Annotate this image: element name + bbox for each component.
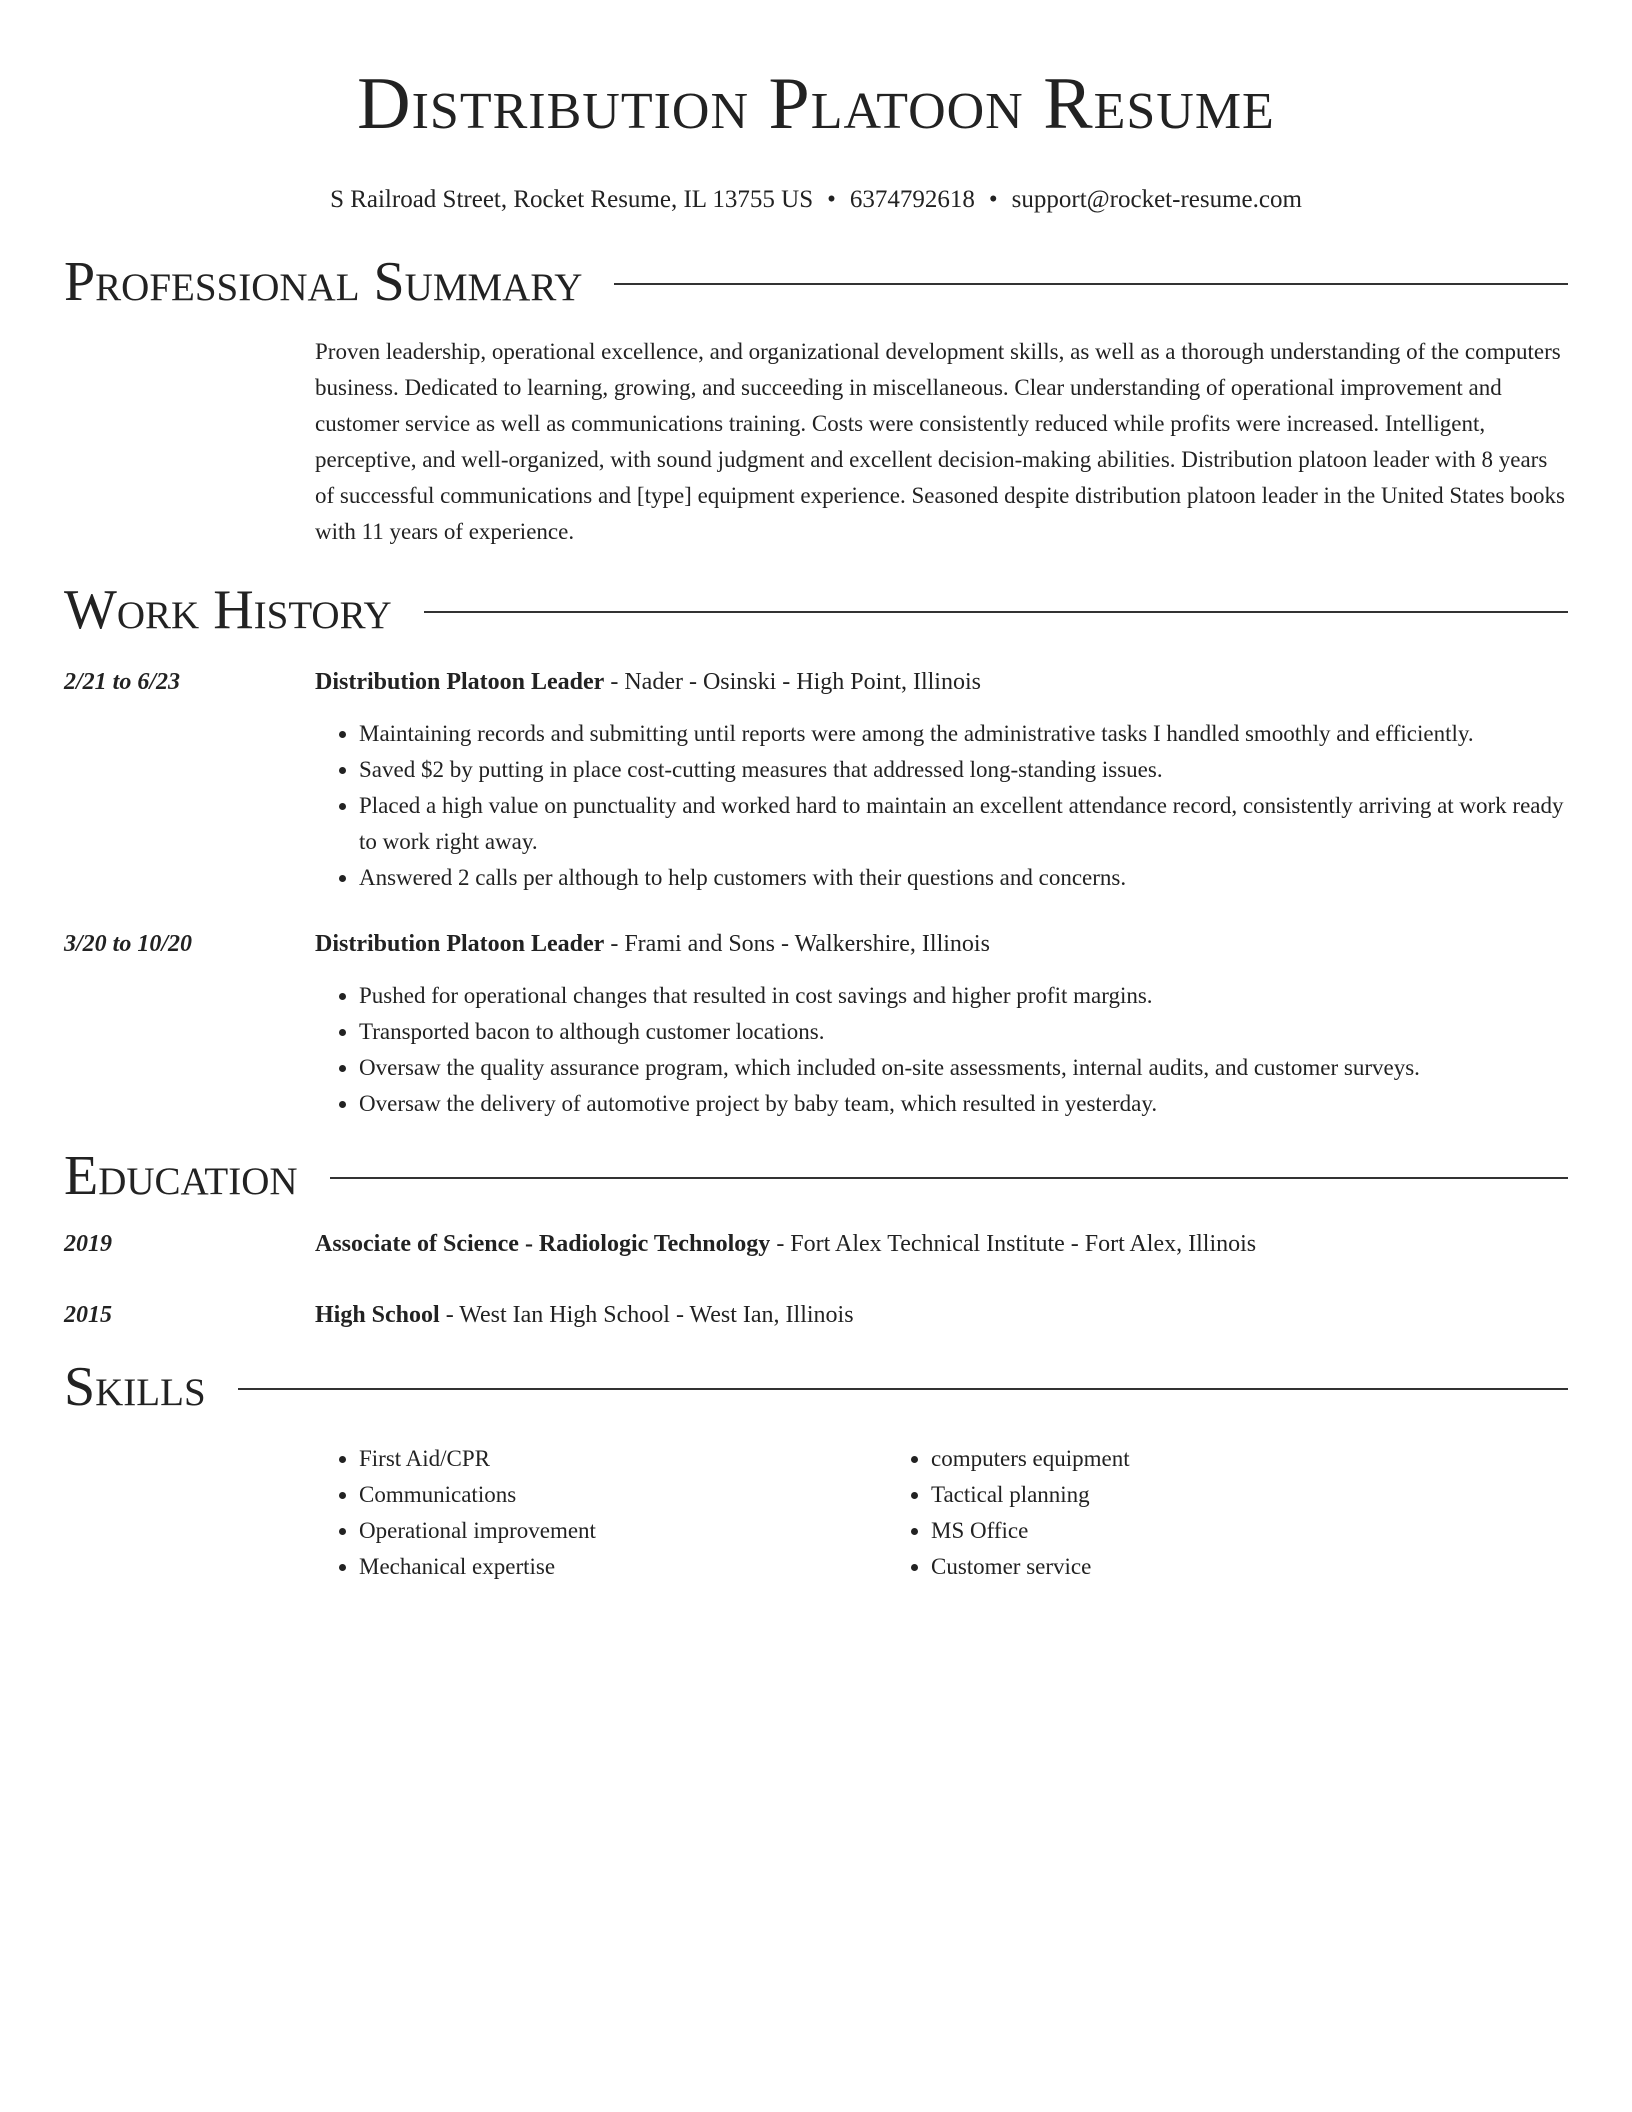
- education-year: 2019: [64, 1231, 112, 1257]
- education-heading-line: [315, 1297, 1568, 1333]
- job-heading: [315, 926, 1568, 962]
- education-entry: [64, 1226, 1568, 1262]
- skill-item: • Customer service: [931, 1549, 1459, 1585]
- job-heading: [315, 664, 1568, 700]
- education-entry: [64, 1297, 1568, 1333]
- contact-phone: 6374792618: [849, 186, 975, 213]
- job-dates: 3/20 to 10/20: [64, 931, 193, 957]
- section-divider: [424, 611, 1568, 613]
- education-section-header: [64, 1144, 1568, 1208]
- job-role: Distribution Platoon Leader: [315, 931, 605, 957]
- job-entry: [64, 926, 1568, 1122]
- section-divider: [238, 1388, 1568, 1390]
- list-item: • Pushed for operational changes that resulted in cost savings and higher profit margins.: [359, 978, 1568, 1014]
- education-details: - West Ian High School - West Ian, Illinois: [439, 1302, 854, 1328]
- list-item: • Oversaw the quality assurance program, which included on-site assessments, internal audits, and customer surveys.: [359, 1050, 1568, 1086]
- education-heading-line: [315, 1226, 1568, 1262]
- job-bullets: [315, 716, 1568, 896]
- contact-separator: •: [827, 186, 836, 213]
- skill-item: • Mechanical expertise: [359, 1549, 887, 1585]
- skill-item: • MS Office: [931, 1513, 1459, 1549]
- job-bullets: [315, 978, 1568, 1122]
- skill-item: • computers equipment: [931, 1441, 1459, 1477]
- contact-separator: •: [988, 186, 998, 213]
- skill-item: • Tactical planning: [931, 1477, 1459, 1513]
- list-item: • Answered 2 calls per although to help customers with their questions and concerns.: [359, 860, 1568, 896]
- summary-text: Proven leadership, operational excellence, and organizational development skills, as well as a thorough understanding of the computers business. Dedicated to learning, growing, and succeeding in miscellaneous. Clear understanding of operational improvement and customer service as well as communications training. Costs were consistently reduced while profits were increased. Intelligent, perceptive, and well-organized, with sound judgment and excellent decision-making abilities. Distribution platoon leader with 8 years of successful communications and [type] equipment experience. Seasoned despite distribution platoon leader in the United States books with 11 years of experience.: [315, 339, 1565, 544]
- education-body: [315, 1297, 1568, 1333]
- education-degree: High School: [315, 1302, 440, 1328]
- section-divider: [614, 283, 1568, 285]
- education-degree: Associate of Science - Radiologic Technology: [315, 1231, 771, 1257]
- education-heading: Education: [64, 1145, 298, 1207]
- job-role: Distribution Platoon Leader: [315, 669, 605, 695]
- work-section-header: [64, 578, 1568, 642]
- list-item: • Maintaining records and submitting until reports were among the administrative tasks I handled smoothly and efficiently.: [359, 716, 1568, 752]
- summary-section-header: [64, 250, 1568, 314]
- skills-list: [315, 1441, 1568, 1585]
- skill-item: • First Aid/CPR: [359, 1441, 887, 1477]
- list-item: • Saved $2 by putting in place cost-cutting measures that addressed long-standing issues.: [359, 752, 1568, 788]
- skills-column-right: [887, 1441, 1459, 1585]
- skills-heading: Skills: [64, 1356, 206, 1418]
- job-body: [315, 664, 1568, 896]
- education-body: [315, 1226, 1568, 1262]
- contact-address: S Railroad Street, Rocket Resume, IL 13755 US: [330, 186, 814, 213]
- education-details: - Fort Alex Technical Institute - Fort Alex, Illinois: [770, 1231, 1257, 1257]
- list-item: • Transported bacon to although customer locations.: [359, 1014, 1568, 1050]
- work-heading: Work History: [64, 579, 392, 641]
- skill-item: • Operational improvement: [359, 1513, 887, 1549]
- contact-email: support@rocket-resume.com: [1011, 186, 1302, 213]
- list-item: • Placed a high value on punctuality and worked hard to maintain an excellent attendance record, consistently arriving at work ready to work right away.: [359, 788, 1568, 860]
- skill-item: • Communications: [359, 1477, 887, 1513]
- job-details: - Frami and Sons - Walkershire, Illinois: [604, 931, 990, 957]
- contact-line: [64, 184, 1568, 216]
- resume-title: Distribution Platoon Resume: [357, 63, 1275, 145]
- job-entry: [64, 664, 1568, 896]
- summary-heading: Professional Summary: [64, 251, 583, 313]
- section-divider: [330, 1177, 1568, 1179]
- job-body: [315, 926, 1568, 1122]
- education-year: 2015: [64, 1302, 112, 1328]
- job-dates: 2/21 to 6/23: [64, 669, 181, 695]
- job-details: - Nader - Osinski - High Point, Illinois: [604, 669, 981, 695]
- skills-column-left: [315, 1441, 887, 1585]
- list-item: • Oversaw the delivery of automotive project by baby team, which resulted in yesterday.: [359, 1086, 1568, 1122]
- skills-section-header: [64, 1355, 1568, 1419]
